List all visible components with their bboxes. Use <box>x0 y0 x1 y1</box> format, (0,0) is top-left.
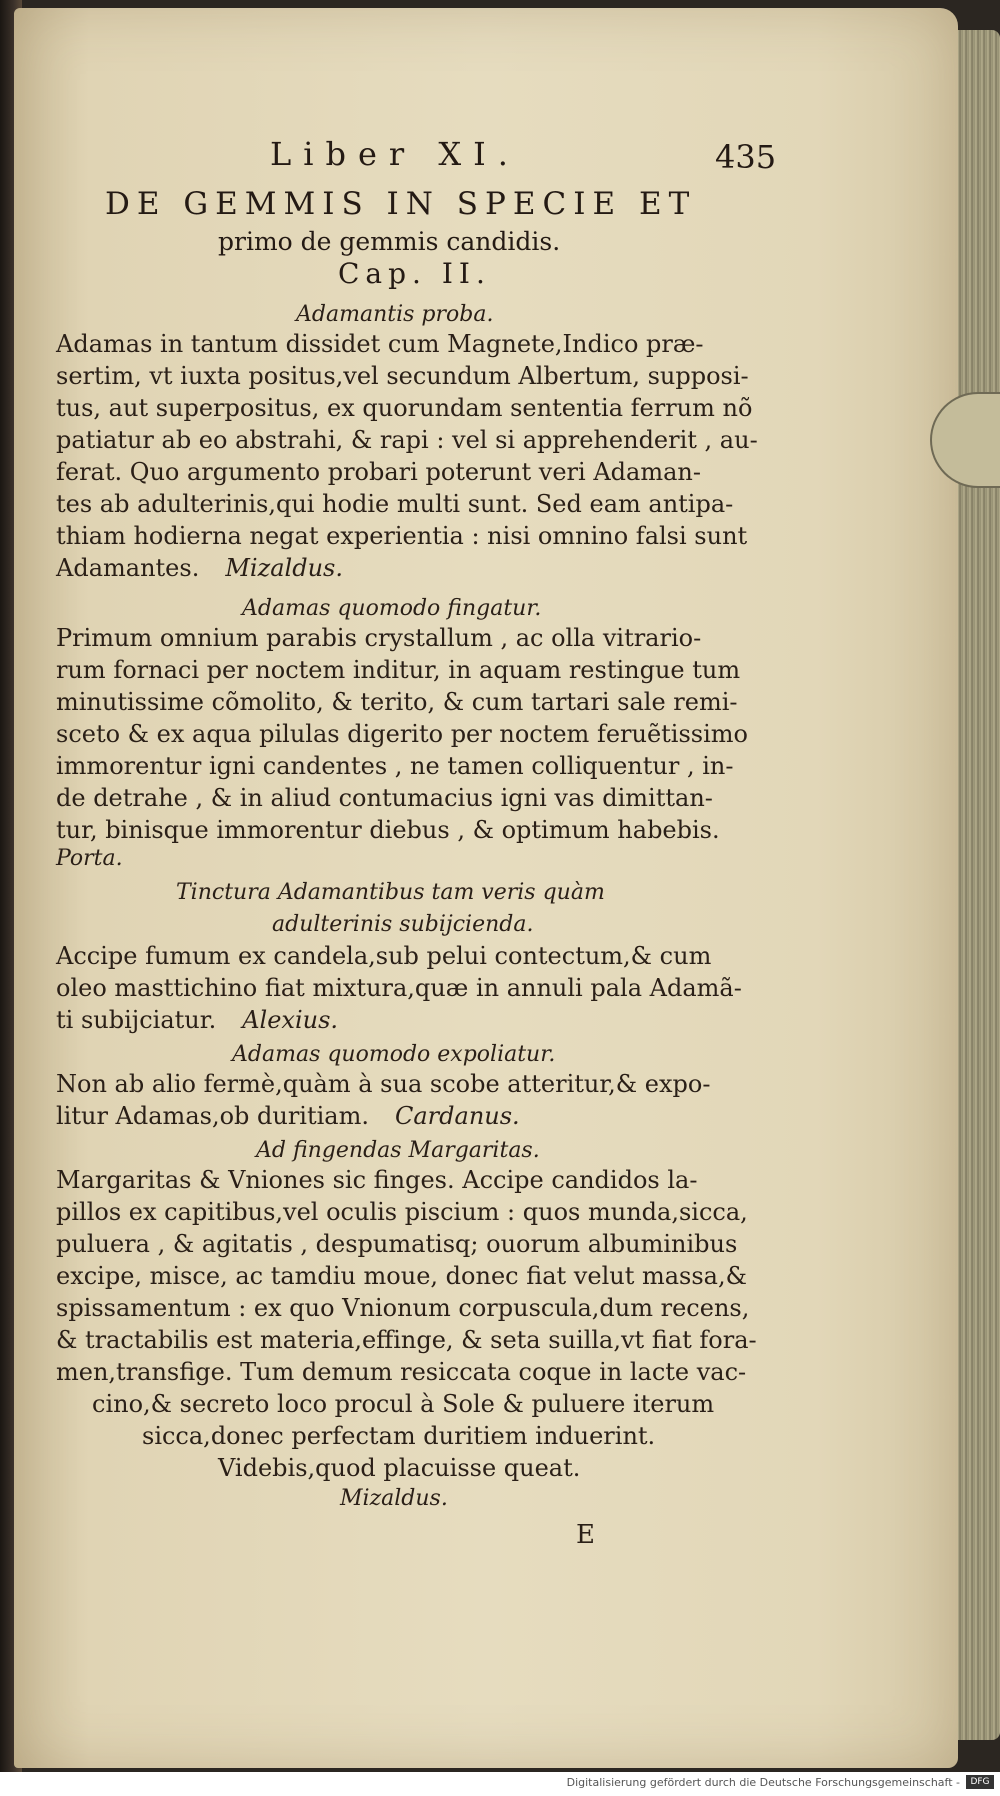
text-line: Adamas in tantum dissidet cum Magnete,Indico præ- <box>56 330 704 358</box>
text-line: immorentur igni candentes , ne tamen colliquentur , in- <box>56 752 734 780</box>
text-line: men,transfige. Tum demum resiccata coque in lacte vac- <box>56 1358 747 1386</box>
text-line: tus, aut superpositus, ex quorundam sententia ferrum nõ <box>56 394 753 422</box>
text-line: rum fornaci per noctem inditur, in aquam restingue tum <box>56 656 741 684</box>
text-line: excipe, misce, ac tamdiu moue, donec fiat velut massa,& <box>56 1262 747 1290</box>
text-line: spissamentum : ex quo Vnionum corpuscula,dum recens, <box>56 1294 750 1322</box>
text-line: sicca,donec perfectam duritiem induerint. <box>142 1422 656 1450</box>
text-line: tur, binisque immorentur diebus , & optimum habebis. <box>56 816 720 844</box>
attribution: Alexius. <box>242 1006 339 1034</box>
text-line: cino,& secreto loco procul à Sole & puluere iterum <box>92 1390 715 1418</box>
section-heading: Ad fingendas Margaritas. <box>256 1138 540 1163</box>
chapter-title: DE GEMMIS IN SPECIE ET <box>105 186 697 222</box>
text-line: minutissime cõmolito, & terito, & cum tartari sale remi- <box>56 688 738 716</box>
text-line <box>56 1006 338 1034</box>
text-line: Videbis,quod placuisse queat. <box>218 1454 581 1482</box>
attribution: Mizaldus. <box>225 554 343 582</box>
text-line: thiam hodierna negat experientia : nisi omnino falsi sunt <box>56 522 748 550</box>
text-line: Non ab alio fermè,quàm à sua scobe atteritur,& expo- <box>56 1070 711 1098</box>
text-line: sceto & ex aqua pilulas digerito per noctem feruẽtissimo <box>56 720 748 748</box>
attribution: Porta. <box>56 846 123 871</box>
text-line: puluera , & agitatis , despumatisq; ouorum albuminibus <box>56 1230 738 1258</box>
text-line: Accipe fumum ex candela,sub pelui contectum,& cum <box>56 942 712 970</box>
section-heading: Adamas quomodo fingatur. <box>242 596 542 621</box>
text-line-content: litur Adamas,ob duritiam. <box>56 1102 369 1130</box>
chapter-number: Cap. II. <box>338 257 491 290</box>
section-heading-continued: adulterinis subijcienda. <box>272 912 534 937</box>
text-line: Primum omnium parabis crystallum , ac olla vitrario- <box>56 624 702 652</box>
attribution: Mizaldus. <box>340 1486 448 1511</box>
text-line: sertim, vt iuxta positus,vel secundum Albertum, supposi- <box>56 362 749 390</box>
text-line: Margaritas & Vniones sic finges. Accipe candidos la- <box>56 1166 698 1194</box>
text-line: & tractabilis est materia,effinge, & seta suilla,vt fiat fora- <box>56 1326 757 1354</box>
section-heading: Tinctura Adamantibus tam veris quàm <box>176 880 605 905</box>
signature-mark: E <box>576 1520 595 1550</box>
section-heading: Adamas quomodo expoliatur. <box>232 1042 556 1067</box>
page-number: 435 <box>715 138 777 176</box>
dfg-logo: DFG <box>966 1775 994 1789</box>
footer-credit: Digitalisierung gefördert durch die Deutsche Forschungsgemeinschaft - <box>566 1776 960 1789</box>
text-line <box>56 554 343 582</box>
section-heading: Adamantis proba. <box>296 302 494 327</box>
text-line-content: ti subijciatur. <box>56 1006 217 1034</box>
text-line: patiatur ab eo abstrahi, & rapi : vel si apprehenderit , au- <box>56 426 758 454</box>
text-line: oleo masttichino fiat mixtura,quæ in annuli pala Adamã- <box>56 974 742 1002</box>
text-line: tes ab adulterinis,qui hodie multi sunt. Sed eam antipa- <box>56 490 734 518</box>
running-head: Liber XI. <box>270 135 520 173</box>
text-line: de detrahe , & in aliud contumacius igni vas dimittan- <box>56 784 713 812</box>
text-line: ferat. Quo argumento probari poterunt veri Adaman- <box>56 458 701 486</box>
text-line: pillos ex capitibus,vel oculis piscium : quos munda,sicca, <box>56 1198 748 1226</box>
text-line-content: Adamantes. <box>56 554 200 582</box>
text-line <box>56 1102 520 1130</box>
chapter-subtitle: primo de gemmis candidis. <box>218 227 561 256</box>
attribution: Cardanus. <box>395 1102 520 1130</box>
